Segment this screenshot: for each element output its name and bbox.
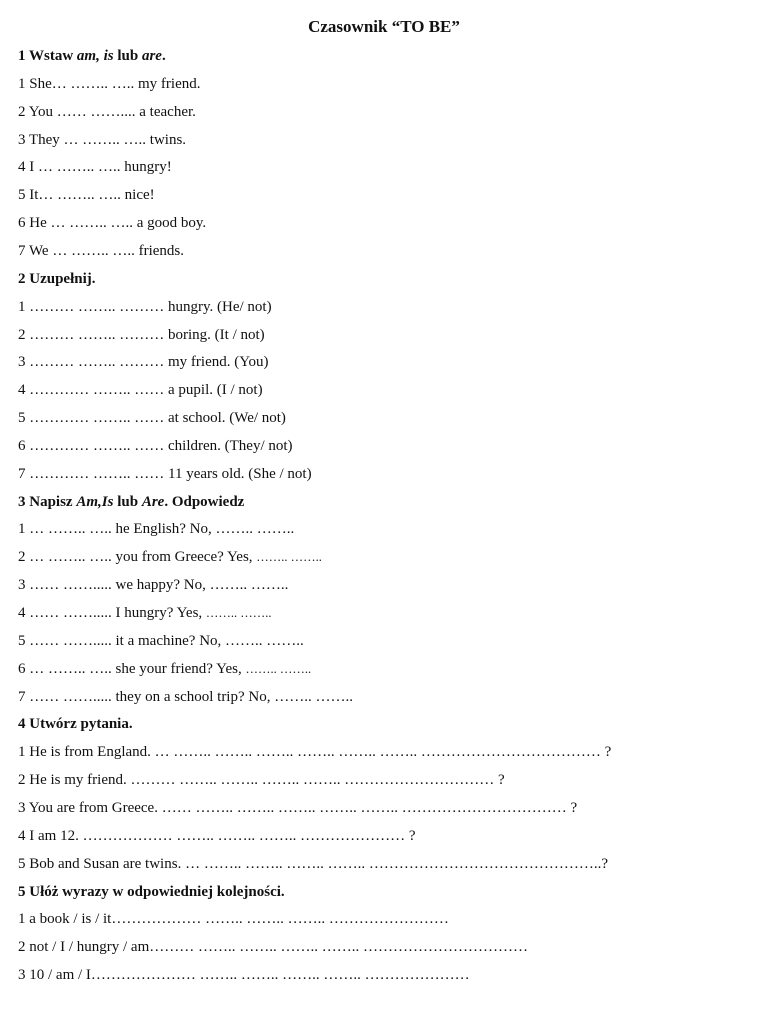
exercise-line	[18, 157, 172, 177]
exercise-line	[18, 909, 449, 929]
exercise-line	[18, 965, 470, 985]
exercise-text: 6 ………… …….. …… children. (They/ not)	[18, 437, 293, 454]
exercise-text: 4 I … …….. ….. hungry!	[18, 159, 172, 176]
section-heading-3	[18, 492, 244, 512]
exercise-text: 2 You …… …….... a teacher.	[18, 103, 196, 120]
exercise-text: 2 … …….. ….. you from Greece? Yes,	[18, 549, 257, 566]
exercise-text: 7 We … …….. ….. friends.	[18, 242, 184, 259]
section-heading-1	[18, 46, 166, 66]
exercise-line	[18, 380, 263, 400]
heading-text-part: am, is	[76, 48, 114, 64]
exercise-text: 1 ……… …….. ……… hungry. (He/ not)	[18, 298, 272, 315]
exercise-line	[18, 854, 608, 874]
heading-text-part: Am,Is	[76, 493, 114, 510]
section-number: 5	[18, 883, 30, 900]
exercise-text: 2 ……… …….. ……… boring. (It / not)	[18, 326, 265, 343]
exercise-text: 4 I am 12. ……………… …….. …….. …….. ………………… ?	[18, 827, 416, 844]
exercise-line	[18, 575, 288, 595]
section-heading-4	[18, 714, 133, 734]
exercise-text: 2 not / I / hungry / am……… …….. …….. …….. …….. ……………………………	[18, 939, 528, 956]
heading-text-part: are	[141, 48, 162, 64]
heading-text-part: Uzupełnij.	[29, 270, 96, 287]
section-heading-5	[18, 882, 285, 902]
exercise-text: 5 …… ……..... it a machine? No, …….. ……..	[18, 632, 304, 649]
exercise-text: 6 … …….. ….. she your friend? Yes,	[18, 660, 246, 677]
heading-text-part: Are	[141, 493, 165, 510]
section-number: 2	[18, 270, 30, 287]
exercise-line	[18, 352, 269, 372]
section-number: 4	[18, 716, 30, 733]
exercise-text: 7 ………… …….. …… 11 years old. (She / not)	[18, 465, 312, 482]
exercise-line	[18, 547, 322, 567]
heading-text-part: Ułóż wyrazy w odpowiedniej kolejności.	[29, 883, 285, 900]
exercise-line	[18, 185, 155, 205]
exercise-line	[18, 213, 206, 233]
exercise-line	[18, 603, 272, 623]
exercise-line	[18, 826, 415, 846]
exercise-line	[18, 798, 577, 818]
heading-text-part: . Odpowiedz	[164, 493, 245, 510]
exercise-line	[18, 742, 611, 762]
section-number: 1	[18, 48, 29, 64]
heading-text-part: Wstaw	[28, 48, 77, 64]
exercise-line	[18, 408, 286, 428]
exercise-line	[18, 130, 186, 150]
page-title: Czasownik “TO BE”	[308, 17, 460, 36]
exercise-line	[18, 325, 265, 345]
exercise-line	[18, 464, 312, 484]
exercise-text: 4 ………… …….. …… a pupil. (I / not)	[18, 382, 263, 399]
exercise-text: 3 They … …….. ….. twins.	[18, 131, 187, 148]
exercise-line	[18, 102, 196, 122]
heading-text-part: lub	[113, 48, 142, 64]
exercise-text: 3 …… ……..... we happy? No, …….. ……..	[18, 577, 289, 594]
exercise-text: 5 ………… …….. …… at school. (We/ not)	[18, 410, 286, 427]
exercise-text: 2 He is my friend. ……… …….. …….. …….. …….. ………………………… ?	[18, 772, 505, 789]
exercise-text: 4 …… ……..... I hungry? Yes,	[18, 605, 206, 621]
exercise-text: 1 a book / is / it……………… …….. …….. …….. ……………………	[18, 911, 449, 928]
exercise-text: 5 It… …….. ….. nice!	[18, 187, 155, 204]
exercise-line	[18, 297, 272, 317]
exercise-text: 6 He … …….. ….. a good boy.	[18, 215, 207, 232]
heading-text-part: Utwórz pytania.	[29, 716, 133, 733]
answer-blank: …….. ……..	[256, 550, 322, 565]
exercise-text: 1 She… …….. ….. my friend.	[18, 75, 201, 92]
exercise-line	[18, 687, 353, 707]
answer-blank: …….. ……..	[205, 606, 272, 620]
exercise-text: 7 …… ……..... they on a school trip? No, …….. ……..	[18, 688, 353, 705]
exercise-line	[18, 74, 200, 94]
exercise-line	[18, 519, 294, 539]
exercise-text: 1 … …….. ….. he English? No, …….. ……..	[18, 521, 295, 538]
exercise-text: 3 ……… …….. ……… my friend. (You)	[18, 354, 269, 371]
exercise-line	[18, 770, 505, 790]
exercise-text: 3 10 / am / I………………… …….. …….. …….. …….. …………………	[18, 967, 470, 984]
heading-text-part: .	[161, 48, 166, 64]
heading-text-part: lub	[113, 493, 142, 510]
exercise-line	[18, 436, 293, 456]
exercise-line	[18, 659, 311, 679]
exercise-line	[18, 631, 304, 651]
exercise-text: 1 He is from England. … …….. …….. …….. …….. …….. …….. ……………………………… ?	[18, 744, 612, 761]
heading-text-part: Napisz	[29, 493, 77, 510]
exercise-text: 3 You are from Greece. …… …….. …….. …….. …….. …….. …………………………… ?	[18, 799, 578, 816]
section-heading-2	[18, 269, 96, 289]
exercise-line	[18, 241, 184, 261]
answer-blank: …….. ……..	[245, 661, 312, 676]
exercise-line	[18, 937, 528, 957]
section-number: 3	[18, 493, 30, 510]
exercise-text: 5 Bob and Susan are twins. … …….. …….. …….. …….. ………………………………………..?	[18, 855, 608, 872]
